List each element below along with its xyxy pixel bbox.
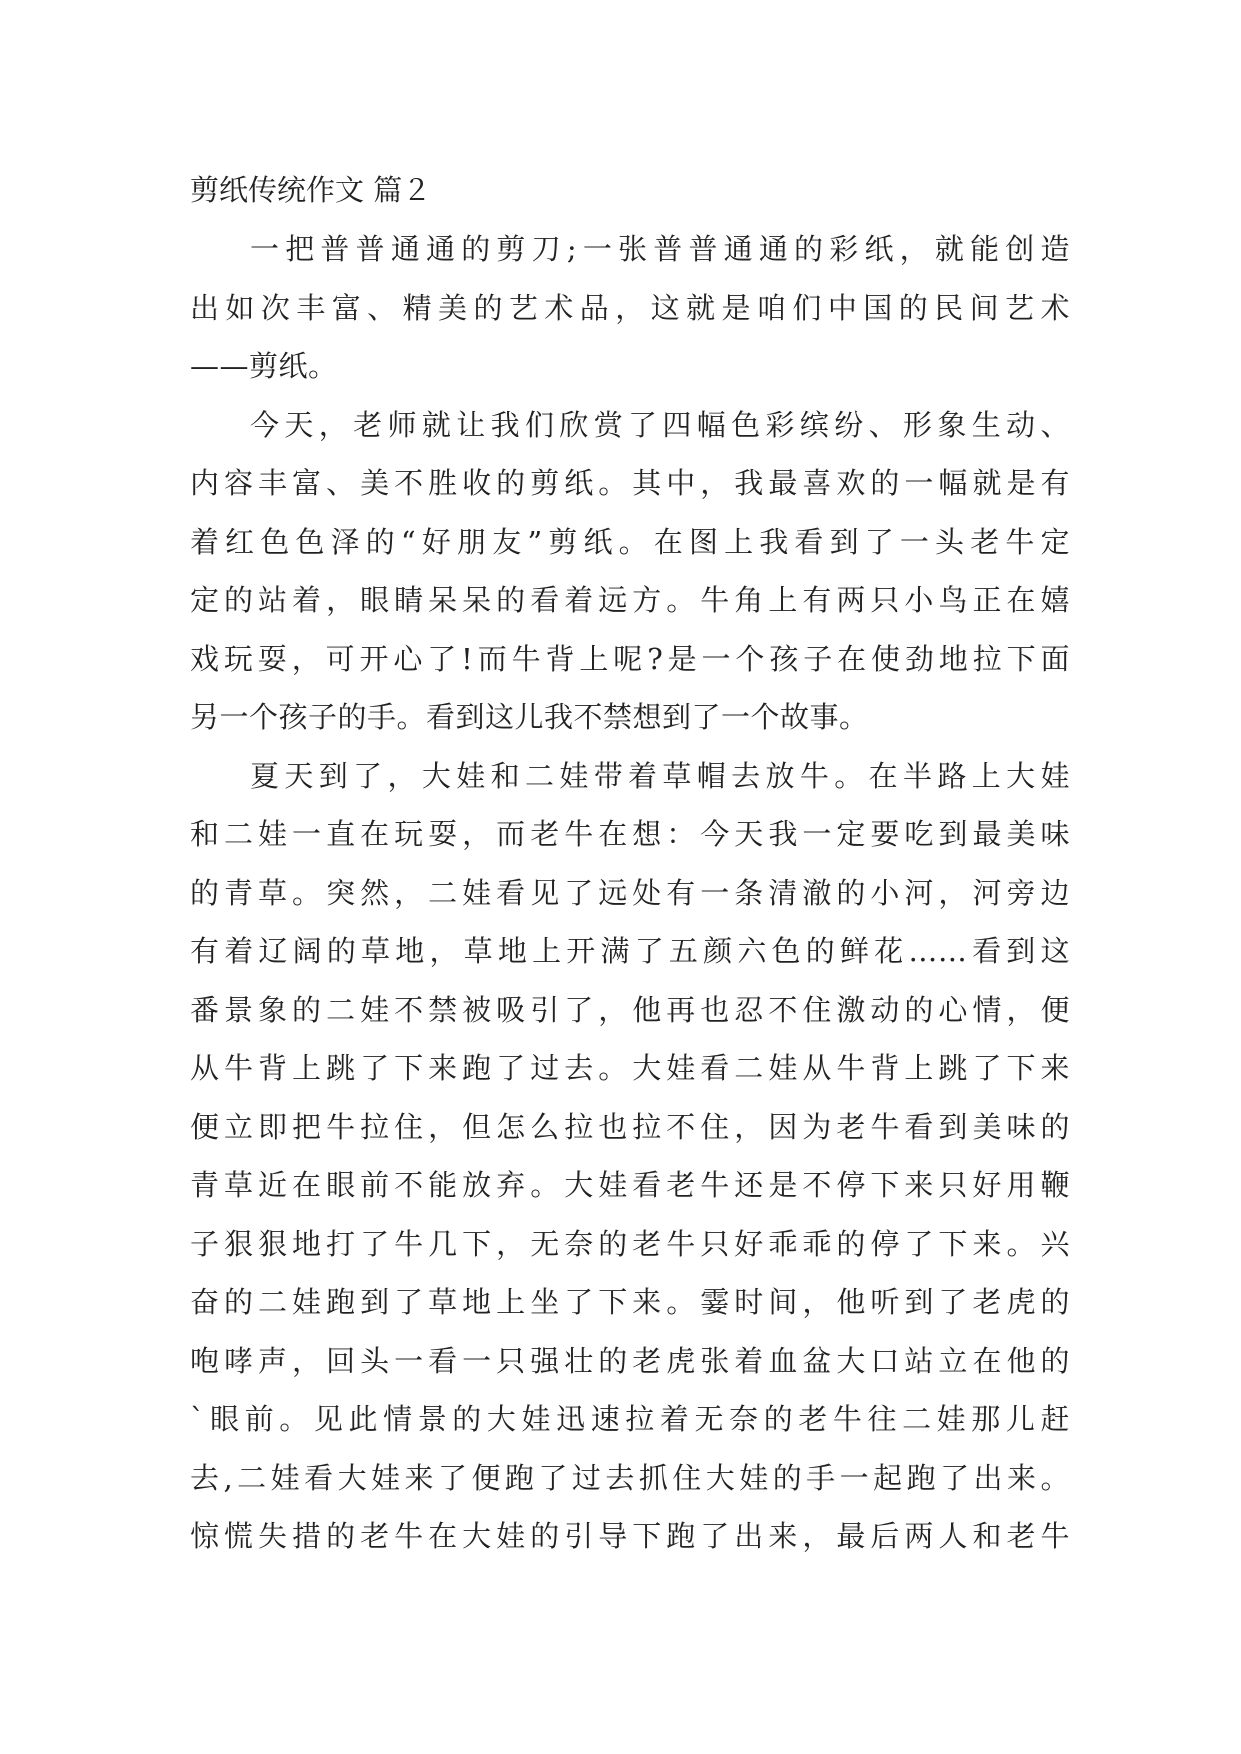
paragraph-3 <box>190 747 1070 1566</box>
paragraph-2 <box>190 396 1070 747</box>
text-line: 内容丰富、美不胜收的剪纸。其中，我最喜欢的一幅就是有 <box>190 466 1070 500</box>
paragraph-1 <box>190 220 1070 396</box>
text-line: ——剪纸。 <box>190 349 338 383</box>
document-body <box>190 160 1070 1566</box>
text-line: 惊慌失措的老牛在大娃的引导下跑了出来，最后两人和老牛 <box>190 1519 1070 1553</box>
text-line: 的青草。突然，二娃看见了远处有一条清澈的小河，河旁边 <box>190 875 1070 910</box>
text-line: 戏玩耍，可开心了!而牛背上呢?是一个孩子在使劲地拉下面 <box>190 641 1070 676</box>
text-line: 从牛背上跳了下来跑了过去。大娃看二娃从牛背上跳了下来 <box>190 1051 1070 1085</box>
text-line: 青草近在眼前不能放弃。大娃看老牛还是不停下来只好用鞭 <box>190 1168 1070 1202</box>
text-line: 和二娃一直在玩耍，而老牛在想：今天我一定要吃到最美味 <box>190 817 1070 851</box>
text-line: 另一个孩子的手。看到这儿我不禁想到了一个故事。 <box>190 700 869 734</box>
document-title: 剪纸传统作文 篇２ <box>190 173 432 207</box>
text-line: 定的站着，眼睛呆呆的看着远方。牛角上有两只小鸟正在嬉 <box>190 583 1070 617</box>
text-line: 奋的二娃跑到了草地上坐了下来。霎时间，他听到了老虎的 <box>190 1285 1070 1319</box>
text-line: 出如次丰富、精美的艺术品，这就是咱们中国的民间艺术 <box>190 290 1070 325</box>
text-line: 去,二娃看大娃来了便跑了过去抓住大娃的手一起跑了出来。 <box>190 1460 1070 1495</box>
text-line: 子狠狠地打了牛几下，无奈的老牛只好乖乖的停了下来。兴 <box>190 1226 1070 1261</box>
text-line: 一把普普通通的剪刀;一张普普通通的彩纸，就能创造 <box>250 232 1070 266</box>
text-line: 今天，老师就让我们欣赏了四幅色彩缤纷、形象生动、 <box>250 407 1070 442</box>
text-line: 夏天到了，大娃和二娃带着草帽去放牛。在半路上大娃 <box>250 758 1070 793</box>
text-line: `眼前。见此情景的大娃迅速拉着无奈的老牛往二娃那儿赶 <box>190 1402 1070 1436</box>
text-line: 番景象的二娃不禁被吸引了，他再也忍不住激动的心情，便 <box>190 992 1070 1027</box>
text-line: 着红色色泽的“好朋友”剪纸。在图上我看到了一头老牛定 <box>190 524 1070 559</box>
text-line: 便立即把牛拉住，但怎么拉也拉不住，因为老牛看到美味的 <box>190 1109 1070 1144</box>
text-line: 有着辽阔的草地，草地上开满了五颜六色的鲜花……看到这 <box>190 934 1070 968</box>
text-line: 咆哮声，回头一看一只强壮的老虎张着血盆大口站立在他的 <box>190 1343 1070 1378</box>
